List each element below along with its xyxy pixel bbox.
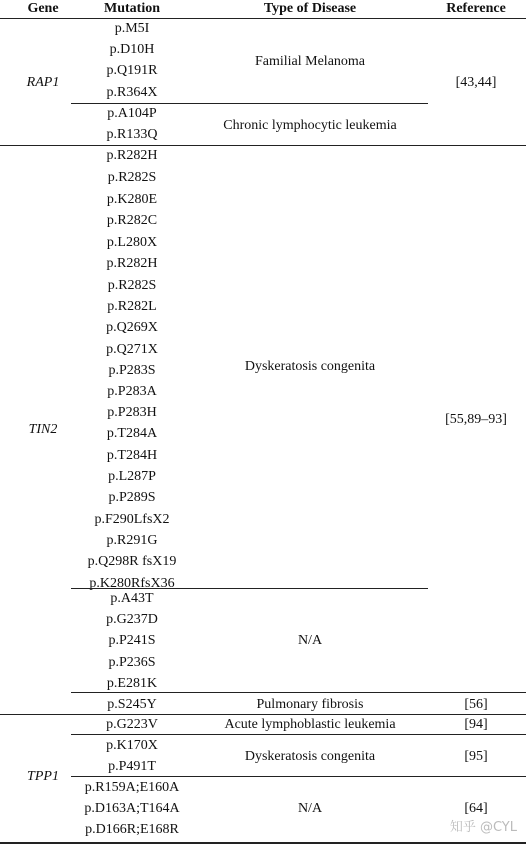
mutation-cell: p.A43T — [110, 591, 154, 606]
header-mutation: Mutation — [104, 1, 160, 16]
mutation-cell: p.R291G — [106, 533, 158, 548]
disease-cell: Chronic lymphocytic leukemia — [223, 118, 397, 133]
reference-cell: [94] — [464, 717, 488, 732]
header-disease: Type of Disease — [263, 1, 357, 16]
mutation-cell: p.S245Y — [107, 697, 157, 712]
mutation-cell: p.P289S — [108, 490, 156, 505]
mutation-cell: p.R282H — [106, 148, 158, 163]
reference-cell: [43,44] — [455, 75, 497, 90]
reference-cell: [55,89–93] — [445, 412, 507, 427]
block-rule — [71, 734, 526, 735]
mutation-cell: p.R282S — [107, 170, 157, 185]
mutation-cell: p.F290LfsX2 — [94, 512, 170, 527]
mutation-cell: p.K280RfsX36 — [89, 576, 175, 591]
mutation-cell: p.L280X — [106, 235, 158, 250]
mutation-cell: p.Q298R fsX19 — [87, 554, 177, 569]
group-rule — [0, 714, 526, 715]
mutation-cell: p.R282H — [106, 256, 158, 271]
disease-cell: Pulmonary fibrosis — [256, 697, 364, 712]
mutation-cell: p.L287P — [108, 469, 156, 484]
table-bottom-rule — [0, 842, 526, 844]
mutation-cell: p.R282L — [107, 299, 157, 314]
reference-cell: [56] — [464, 697, 488, 712]
mutation-cell: p.Q269X — [106, 320, 158, 335]
reference-cell: [95] — [464, 749, 488, 764]
block-rule — [71, 588, 428, 589]
mutation-cell: p.P236S — [108, 655, 156, 670]
disease-cell: N/A — [297, 801, 323, 816]
mutation-cell: p.P241S — [108, 633, 156, 648]
disease-cell: Dyskeratosis congenita — [244, 359, 376, 374]
mutation-cell: p.P283A — [107, 384, 157, 399]
mutation-cell: p.R133Q — [106, 127, 158, 142]
reference-cell: [64] — [464, 801, 488, 816]
group-rule — [0, 145, 526, 146]
mutation-cell: p.T284H — [106, 448, 158, 463]
mutation-cell: p.G223V — [106, 717, 158, 732]
mutation-cell: p.Q271X — [106, 342, 158, 357]
mutation-cell: p.R282S — [107, 278, 157, 293]
mutation-cell: p.P491T — [108, 759, 156, 774]
gene-tin2: TIN2 — [28, 422, 58, 437]
mutation-cell: p.A104P — [107, 106, 157, 121]
disease-cell: N/A — [297, 633, 323, 648]
mutation-cell: p.M5I — [114, 21, 150, 36]
block-rule — [71, 103, 428, 104]
block-rule — [71, 776, 526, 777]
mutation-cell: p.R159A;E160A — [84, 780, 180, 795]
mutation-cell: p.P283H — [107, 405, 157, 420]
mutation-cell: p.D163A;T164A — [84, 801, 180, 816]
gene-rap1: RAP1 — [26, 75, 60, 90]
mutation-cell: p.Q191R — [106, 63, 158, 78]
mutation-cell: p.D10H — [109, 42, 155, 57]
mutation-cell: p.T284A — [106, 426, 158, 441]
gene-tpp1: TPP1 — [27, 769, 59, 784]
mutation-cell: p.K280E — [106, 192, 158, 207]
watermark: 知乎 @CYL — [449, 820, 517, 835]
mutation-cell: p.K170X — [106, 738, 158, 753]
mutation-cell: p.D166R;E168R — [85, 822, 179, 837]
disease-cell: Dyskeratosis congenita — [244, 749, 376, 764]
disease-cell: Familial Melanoma — [254, 54, 366, 69]
mutation-cell: p.E281K — [106, 676, 158, 691]
header-rule — [0, 18, 526, 19]
block-rule — [71, 692, 526, 693]
disease-cell: Acute lymphoblastic leukemia — [224, 717, 396, 732]
mutation-cell: p.P283S — [108, 363, 156, 378]
header-reference: Reference — [446, 1, 506, 16]
mutation-cell: p.R282C — [106, 213, 158, 228]
mutation-cell: p.R364X — [106, 85, 158, 100]
mutation-cell: p.G237D — [106, 612, 158, 627]
header-gene: Gene — [27, 1, 59, 16]
